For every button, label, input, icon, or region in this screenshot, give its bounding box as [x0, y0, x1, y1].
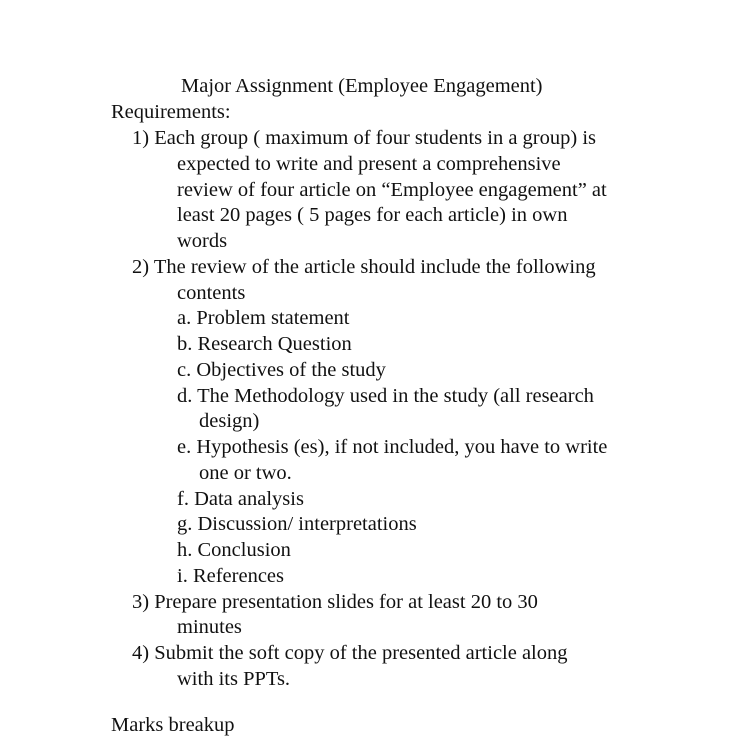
document-title: Major Assignment (Employee Engagement) [181, 75, 543, 97]
list-item-line: 4) Submit the soft copy of the presented article along [132, 642, 568, 664]
list-item-line: expected to write and present a comprehensive [177, 153, 561, 175]
requirements-heading: Requirements: [111, 101, 231, 123]
sub-item-continuation: one or two. [199, 462, 292, 484]
sub-item: g. Discussion/ interpretations [177, 513, 417, 535]
list-item-line: with its PPTs. [177, 668, 291, 690]
list-item-line: words [177, 230, 228, 252]
sub-item: i. References [177, 565, 284, 587]
sub-item: f. Data analysis [177, 488, 304, 510]
list-item-line: 3) Prepare presentation slides for at least 20 to 30 [132, 591, 538, 613]
list-item-line: contents [177, 282, 246, 304]
sub-item: b. Research Question [177, 333, 352, 355]
sub-item: e. Hypothesis (es), if not included, you have to write [177, 436, 608, 458]
cutoff-text: Marks breakup [111, 714, 235, 736]
list-item-line: 2) The review of the article should include the following [132, 256, 596, 278]
sub-item-continuation: design) [199, 410, 260, 432]
list-item-line: review of four article on “Employee engagement” at [177, 179, 607, 201]
list-item-line: least 20 pages ( 5 pages for each article) in own [177, 204, 568, 226]
sub-item: c. Objectives of the study [177, 359, 386, 381]
list-item-line: minutes [177, 616, 242, 638]
sub-item: h. Conclusion [177, 539, 291, 561]
sub-item: d. The Methodology used in the study (all research [177, 385, 594, 407]
sub-item: a. Problem statement [177, 307, 350, 329]
list-item-line: 1) Each group ( maximum of four students in a group) is [132, 127, 597, 149]
